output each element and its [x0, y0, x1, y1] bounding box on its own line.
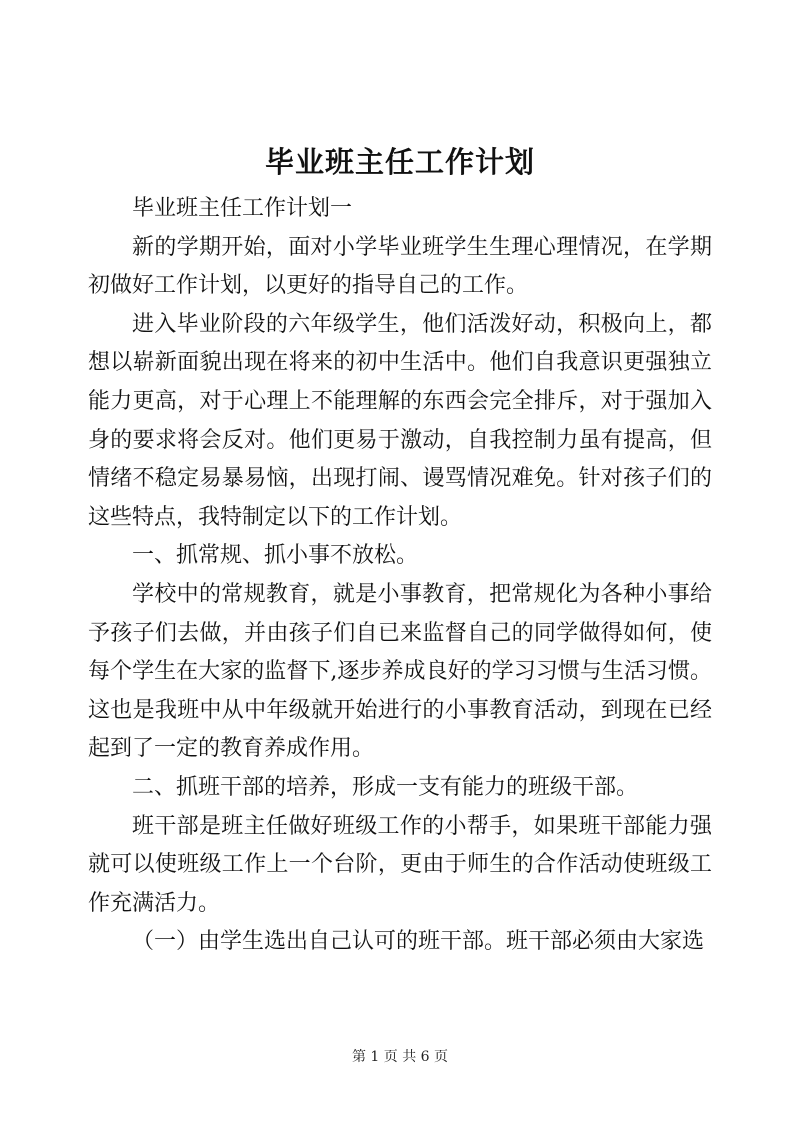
- paragraph-routine-education: 学校中的常规教育，就是小事教育，把常规化为各种小事给予孩子们去做，并由孩子们自已来监督自己的同学做得如何，使每个学生在大家的监督下,逐步养成良好的学习习惯与生活习惯。这也是我班中从中年级就开始进行的小事教育活动，到现在已经起到了一定的教育养成作用。: [88, 581, 712, 762]
- section-heading-2: 二、抓班干部的培养，形成一支有能力的班级干部。: [132, 774, 639, 800]
- document-title: 毕业班主任工作计划: [264, 145, 535, 179]
- paragraph-subsection-1: （一）由学生选出自己认可的班干部。班干部必须由大家选: [132, 929, 705, 955]
- paragraph-subtitle: 毕业班主任工作计划一: [132, 196, 353, 221]
- section-heading-1: 一、抓常规、抓小事不放松。: [132, 543, 419, 569]
- document-body: [88, 190, 712, 962]
- page-footer: 第 1 页 共 6 页: [351, 1049, 449, 1065]
- paragraph-intro: 新的学期开始，面对小学毕业班学生生理心理情况，在学期初做好工作计划，以更好的指导自己的工作。: [88, 234, 712, 299]
- paragraph-class-cadres: 班干部是班主任做好班级工作的小帮手，如果班干部能力强就可以使班级工作上一个台阶，更由于师生的合作活动使班级工作充满活力。: [88, 813, 712, 916]
- paragraph-student-traits: 进入毕业阶段的六年级学生，他们活泼好动，积极向上，都想以崭新面貌出现在将来的初中生活中。他们自我意识更强独立能力更高，对于心理上不能理解的东西会完全排斥，对于强加入身的要求将会反对。他们更易于激动，自我控制力虽有提高，但情绪不稳定易暴易恼，出现打闹、谩骂情况难免。针对孩子们的这些特点，我特制定以下的工作计划。: [88, 311, 712, 530]
